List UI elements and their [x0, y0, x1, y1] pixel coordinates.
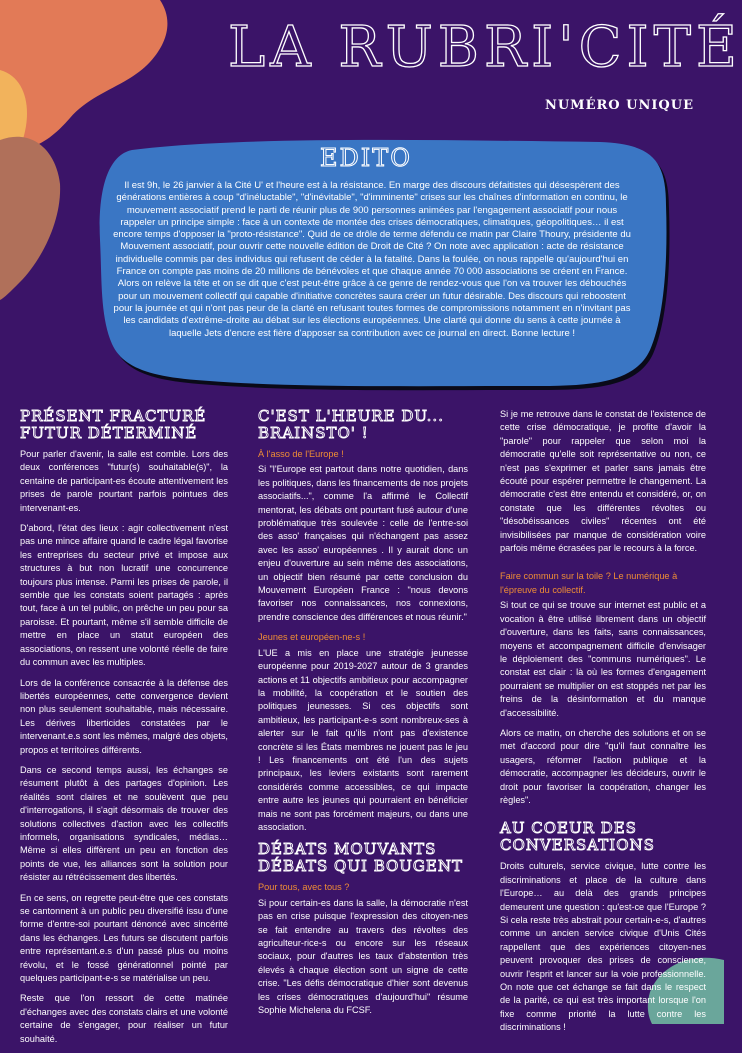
col2-paragraph: L'UE a mis en place une stratégie jeunesse européenne pour 2019-2027 autour de 3 grandes actions et 11 objectifs ambitieux pour accompagner la mobilité, la coopération et le soutien des politiques jeunesses. Si ces objectifs sont ambitieux, les participant-e-s sont nombreux-ses à alerter sur le fait qu'ils n'ont pas d'existence concrète si les États membres ne jouent pas le jeu ! Les financements ont été l'un des sujets principaux, les leviers existants sont rarement considérés comme accessibles, ce qui impacte entre autre les jeunes qui pourraient en bénéficier mais ne sont pas forcément majeurs, ou dans une association.	[258, 647, 468, 832]
col2-heading-2: DÉBATS MOUVANTS DÉBATS QUI BOUGENT	[258, 840, 463, 876]
issue-subtitle: NUMÉRO UNIQUE	[544, 98, 694, 113]
col3-paragraph: Si tout ce qui se trouve sur internet est public et a vocation à être utilisé librement dans un objectif d'ouverture, dans les faits, sans connaissances, moyens et accompagnement difficile d'envisager le déploiement des "communs numériques". Le constat est clair : là où les formes d'engagement pourraient se multiplier on est stoppés net par les freins de la désinformation et du manque d'accessibilité.	[500, 600, 706, 718]
page-title: LA RUBRI'CITÉ	[228, 15, 742, 80]
edito-heading: EDITO	[320, 144, 412, 172]
col1-paragraph: Reste que l'on ressort de cette matinée d'échanges avec des constats clairs et une volonté certaine de s'engager, pour réaliser un futur souhaité.	[20, 993, 228, 1044]
col1-paragraph: Lors de la conférence consacrée à la défense des libertés européennes, cette convergence devient non plus seulement souhaitable, mais nécessaire. Les dérives liberticides constatées par le intervenant.e.s sont les mêmes, malgré des objets, propos et territoires différents.	[20, 677, 228, 755]
col3-paragraph: Alors ce matin, on cherche des solutions et on se met d'accord pour dire "qu'il faut connaître les usagers, réformer l'action publique et la démocratie, accompagner les décideurs, ouvrir le droit pour favoriser la coopération, changer les règles".	[500, 727, 706, 805]
col2-subheading: À l'asso de l'Europe !	[258, 449, 344, 459]
edito-body: Il est 9h, le 26 janvier à la Cité U' et l'heure est à la résistance. En marge des discours défaitistes qui désespèrent des générations entières à coup "d'inéluctable", "d'inévitable", "d'imminente" crises sur les chaînes d'information en continu, le mouvement associatif prend le parti de réunir plus de 900 personnes animées par l'engagement associatif pour nous rappeler un principe simple : face à un contexte de montée des crises démocratiques, climatiques, géopolitiques… il est encore temps d'opposer la "proto-résistance". Quid de ce drôle de terme défendu ce matin par Claire Thoury, présidente du Mouvement associatif, pour ouvrir cette nouvelle édition de Droit de Cité ? On note avec application : acte de résistance individuelle commis par des individus qui refusent de céder à la fatalité. Dans la foulée, on nous rappelle qu'aujourd'hui en France on compte pas moins de 20 millions de bénévoles et que chaque année 70 000 associations se créent en France. Alors on relève la tête et on se dit que c'est peut-être grâce à ce genre de rendez-vous que l'on va trouver les débouchés pour un mouvement collectif qui capable d'initiative concrètes saura créer un futur désirable. Des discours qui reboostent pour la journée et qui n'ont pas peur de la clarté en refusant toutes formes de compromissions notamment en n'invitant pas les candidats d'extrême-droite au débat sur les élections européennes. Une clarté qui donne du sens à cette journée à laquelle Jets d'encre est fière d'apposer sa contribution avec ce journal en direct. Bonne lecture !	[113, 180, 631, 339]
col2-heading: C'EST L'HEURE DU... BRAINSTO' !	[258, 407, 444, 442]
column-2	[258, 408, 468, 1024]
col2-subheading: Pour tous, avec tous ?	[258, 882, 350, 893]
col1-paragraph: Dans ce second temps aussi, les échanges se résument plutôt à des partages d'opinion. Les réalités sont claires et ne soulèvent que peu d'interrogations, il s'agit désormais de trouver des solutions collectives d'action avec les collectifs informels, organisations syndicales, médias… Même si elles diffèrent un peu en fonction des points de vue, les alliances sont la solution pour résister au rétrécissement des libertés.	[20, 764, 228, 883]
col3-heading: AU COEUR DES CONVERSATIONS	[500, 819, 655, 855]
col2-subheading: Jeunes et européen-ne-s !	[258, 632, 366, 643]
col3-subheading: Faire commun sur la toile ? Le numérique à l'épreuve du collectif.	[500, 571, 678, 595]
column-1	[20, 408, 228, 1053]
column-3	[500, 408, 706, 1042]
col1-paragraph: D'abord, l'état des lieux : agir collectivement n'est pas une mince affaire quand le cadre légal favorise les entreprises du secteur privé et impose aux structures à but non lucratif une concurrence toujours plus intense. Parmi les prises de parole, il semble que les constats soient partagés : après tout, face à un tel public, on prêche un peu pour sa paroisse. Et pourtant, même s'il semble difficile de mettre en place un statut européen des associations, on ressent une volonté réelle de faire du commun avec les multiples.	[20, 523, 228, 668]
col2-paragraph: Si "l'Europe est partout dans notre quotidien, dans les politiques, dans les financements de nos projets associatifs...", comme l'a affirmé le Collectif mentorat, les débats ont pourtant fusé autour d'une problématique très soulevée : celle de l'entre-soi des asso' françaises qui n'échangent pas assez avec les asso' européennes . Il y aurait donc un enjeu d'ouverture au sein même des associations, un objectif bien résumé par cette conclusion du Mouvement Européen France : "nous devons favoriser nos connaissances, nos connexions, prendre conscience des différences et nous réunir."	[258, 464, 468, 622]
col1-paragraph: En ce sens, on regrette peut-être que ces constats se cantonnent à un public peu diversifié issu d'une forme d'entre-soi pourtant dénoncé avec sincérité dans les échanges. Les futurs se discutent parfois entre représentant.e.s d'un passé plus ou moins révolu, et le fossé générationnel pointé par quelques participant-e-s se matérialise un peu.	[20, 892, 228, 984]
col3-paragraph: Si je me retrouve dans le constat de l'existence de cette crise démocratique, je profite d'avoir la "parole" pour rappeler que selon moi la démocratie qu'elle soit représentative ou non, ce n'est pas s'exprimer et parler sans jamais être écouté pour espérer permettre le changement. La démocratie c'est être entendu et considéré, or, on constate que les différentes révoltes ou "désobéissances civiles" récentes ont été invisibilisées par manque de considération voire parfois même écrasées par le recours à la force.	[500, 409, 706, 554]
col1-heading: PRÉSENT FRACTURÉ FUTUR DÉTERMINÉ	[20, 407, 207, 442]
col1-paragraph: Pour parler d'avenir, la salle est comble. Lors des deux conférences "futur(s) souhaitable(s)", la centaine de participant-es écoute attentivement les prises de parole pourtant parfois pointues des intervenant-es.	[20, 449, 228, 513]
brown-blob	[0, 137, 60, 300]
col3-paragraph: Droits culturels, service civique, lutte contre les discriminations et place de la culture dans l'Europe… au delà des grands principes demeurent une question : qu'est-ce que l'Europe ? Si cela reste très abstrait pour certain-e-s, d'autres comme un ancien service civique d'Unis Cités rappellent que des expériences citoyen-nes peuvent provoquer des prises de conscience, ouvrir l'esprit et lancer sur la voie professionnelle. On note que cet échange se fait dans le respect de la parité, ce qui est très important lorsque l'on fixe comme priorité la lutte contre les discriminations !	[500, 861, 706, 1033]
col2-paragraph: Si pour certain-es dans la salle, la démocratie n'est pas en crise puisque l'expression des citoyen-nes se fait entendre au travers des révoltes des agriculteur-rice-s ou encore sur les réseaux sociaux, pour d'autres les taux d'abstention très élevés à chaque élection sont un signe de cette crise. "Les défis démocratique d'hier sont devenus les crises démocratiques d'aujourd'hui" résume Sophie Michelena du FCSF.	[258, 897, 468, 1016]
